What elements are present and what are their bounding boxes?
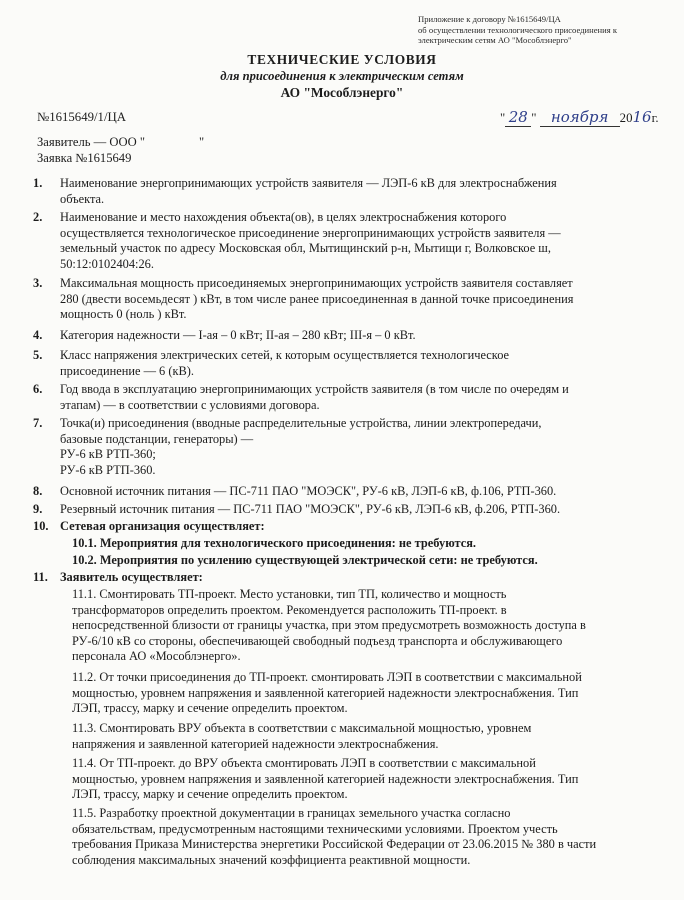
date-quote-open: " [500, 111, 506, 125]
item-number: 4. [33, 328, 43, 342]
text-line: обязательствам, предусмотренным настоящими техническими условиями. Проектом учесть [72, 821, 558, 836]
item-text [60, 348, 654, 379]
document-date [500, 108, 659, 127]
item-number: 5. [33, 348, 43, 362]
text-line: трансформаторов определить проектом. Рекомендуется расположить ТП-проект. в [72, 602, 507, 617]
applicant-label: Заявитель — ООО " [37, 135, 145, 149]
item-text [60, 484, 654, 500]
date-day: 28 [505, 108, 531, 127]
organization-name: АО "Мособлэнерго" [280, 85, 404, 100]
item-text [60, 416, 654, 478]
annex-line: электрическим сетям АО "Мособлэнерго" [418, 35, 572, 46]
applicant-line [37, 134, 204, 150]
text-line: 50:12:0102404:26. [60, 256, 154, 271]
text-line: РУ-6 кВ РТП-360; [60, 447, 156, 462]
requirement-paragraph [72, 806, 654, 868]
section-title: Заявитель осуществляет: [60, 570, 203, 584]
item-text [60, 276, 654, 323]
item-number: 9. [33, 502, 43, 516]
text-line: непосредственной близости от границы участка, при этом предусмотреть возможность доступа в [72, 618, 586, 633]
text-line: напряжения и заявленной категорией надежности электроснабжения. [72, 736, 439, 751]
date-year-end: г. [651, 111, 659, 125]
text-line: Максимальная мощность присоединяемых энергопринимающих устройств заявителя составляет [60, 276, 573, 290]
item-text [60, 502, 654, 518]
text-line: мощностью, уровнем напряжения и заявленной категорией надежности электроснабжения. Тип [72, 685, 579, 700]
applicant-block [37, 134, 204, 166]
text-line: Наименование энергопринимающих устройств заявителя — ЛЭП-6 кВ для электроснабжения [60, 176, 557, 190]
text-line: Точка(и) присоединения (вводные распределительные устройства, линии электропередачи, [60, 416, 542, 430]
document-subtitle: для присоединения к электрическим сетям [220, 69, 464, 83]
text-line: персонала АО «Мособлэнерго». [72, 649, 241, 664]
text-line: присоединение — 6 (кВ). [60, 363, 194, 378]
text-line: 11.2. От точки присоединения до ТП-проект. смонтировать ЛЭП в соответствии с максимальной [72, 670, 582, 684]
applicant-close-quote: " [198, 135, 205, 149]
document-number: №1615649/1/ЦА [37, 110, 126, 124]
text-line: Класс напряжения электрических сетей, к которым осуществляется технологическое [60, 348, 510, 362]
document-title-block [0, 52, 684, 101]
text-line: Категория надежности — I-ая – 0 кВт; II-ая – 280 кВт; III-я – 0 кВт. [60, 328, 416, 342]
text-line: РУ-6/10 кВ со стороны, обеспечивающей свободный подъезд транспорта и обслуживающего [72, 633, 563, 648]
date-year-prefix: 20 [619, 111, 633, 125]
section-number: 10. [33, 519, 49, 533]
text-line: Год ввода в эксплуатацию энергопринимающих устройств заявителя (в том числе по очередям и [60, 382, 569, 396]
text-line: 11.3. Смонтировать ВРУ объекта в соответствии с максимальной мощностью, уровнем [72, 721, 532, 735]
text-line: осуществляется технологическое присоединение энергопринимающих устройств заявителя — [60, 225, 561, 240]
text-line: земельный участок по адресу Московская обл, Мытищинский р-н, Мытищи г, Волковское ш, [60, 241, 551, 256]
text-line: соблюдения максимальных значений коэффициента реактивной мощности. [72, 852, 471, 867]
text-line: ЛЭП, трассу, марку и сечение определить проектом. [72, 701, 348, 716]
item-text [60, 328, 654, 344]
text-line: 11.1. Смонтировать ТП-проект. Место установки, тип ТП, количество и мощность [72, 587, 507, 601]
requirement-paragraph [72, 670, 654, 717]
item-number: 7. [33, 416, 43, 430]
text-line: требования Приказа Министерства энергетики Российской Федерации от 23.06.2015 № 380 в части [72, 837, 597, 852]
section-number: 11. [33, 570, 48, 584]
item-text [60, 210, 654, 272]
section-title: Сетевая организация осуществляет: [60, 519, 265, 533]
requirement-paragraph [72, 587, 654, 665]
annex-line: об осуществлении технологического присоединения к [418, 24, 618, 35]
text-line: Основной источник питания — ПС-711 ПАО "МОЭСК", РУ-6 кВ, ЛЭП-6 кВ, ф.106, РТП-360. [60, 484, 557, 498]
text-line: 280 (двести восемьдесят ) кВт, в том числе ранее присоединенная в данной точке присоединения [60, 291, 574, 306]
date-month: ноября [540, 108, 620, 127]
text-line: РУ-6 кВ РТП-360. [60, 462, 156, 477]
document-title: ТЕХНИЧЕСКИЕ УСЛОВИЯ [247, 52, 437, 67]
text-line: мощностью, уровнем напряжения и заявленной категорией надежности электроснабжения. Тип [72, 771, 579, 786]
text-line: базовые подстанции, генераторы) — [60, 431, 254, 446]
text-line: 11.5. Разработку проектной документации в границах земельного участка согласно [72, 806, 511, 820]
item-number: 1. [33, 176, 43, 190]
text-line: 11.4. От ТП-проект. до ВРУ объекта смонтировать ЛЭП в соответствии с максимальной [72, 756, 536, 770]
requirement-paragraph [72, 756, 654, 803]
text-line: Резервный источник питания — ПС-711 ПАО "МОЭСК", РУ-6 кВ, ЛЭП-6 кВ, ф.206, РТП-360. [60, 502, 561, 516]
item-number: 6. [33, 382, 43, 396]
text-line: Наименование и место нахождения объекта(ов), в целях электроснабжения которого [60, 210, 507, 224]
section-10-1: 10.1. Мероприятия для технологического присоединения: не требуются. [72, 536, 477, 550]
item-text [60, 176, 654, 207]
item-text [60, 382, 654, 413]
request-number: Заявка №1615649 [37, 151, 132, 165]
text-line: объекта. [60, 191, 105, 206]
text-line: ЛЭП, трассу, марку и сечение определить проектом. [72, 787, 348, 802]
item-number: 2. [33, 210, 43, 224]
text-line: этапам) — в соответствии с условиями договора. [60, 397, 320, 412]
contract-annex-note [418, 14, 668, 46]
text-line: мощность 0 (ноль ) кВт. [60, 307, 187, 322]
requirement-paragraph [72, 721, 654, 752]
item-number: 3. [33, 276, 43, 290]
item-number: 8. [33, 484, 43, 498]
section-10-2: 10.2. Мероприятия по усилению существующей электрической сети: не требуются. [72, 553, 538, 567]
annex-line: Приложение к договору №1615649/ЦА [418, 14, 561, 24]
date-quote-close: " [531, 111, 537, 125]
date-year-suffix: 16 [632, 108, 652, 126]
